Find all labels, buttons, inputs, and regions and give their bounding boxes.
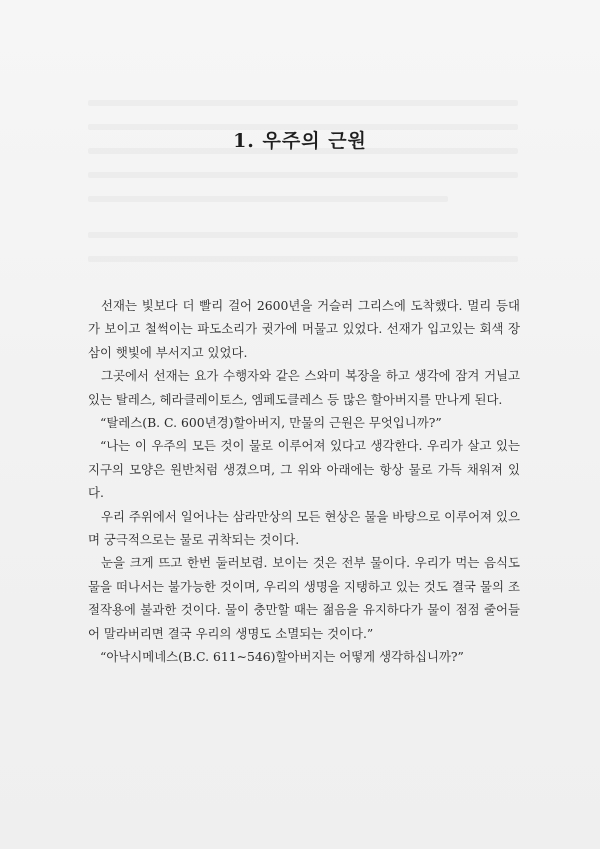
show-through-line bbox=[88, 100, 518, 106]
paragraph: 눈을 크게 뜨고 한번 둘러보렴. 보이는 것은 전부 물이다. 우리가 먹는 음식도 물을 떠나서는 불가능한 것이며, 우리의 생명을 지탱하고 있는 것도 결국 물의 조절작용에 불과한 것이다. 물이 충만할 때는 젊음을 유지하다가 물이 점점 줄어들어 말라버리면 결국 우리의 생명도 소멸되는 것이다.” bbox=[88, 555, 520, 641]
dialogue-line: “아낙시메네스(B.C. 611∼546)할아버지는 어떻게 생각하십니까?” bbox=[100, 649, 464, 665]
body-text bbox=[88, 294, 520, 669]
paragraph: 우리 주위에서 일어나는 삼라만상의 모든 현상은 물을 바탕으로 이루어져 있으며 궁극적으로는 물로 귀착되는 것이다. bbox=[88, 508, 520, 548]
show-through-line bbox=[88, 172, 518, 178]
show-through-line bbox=[88, 232, 518, 238]
show-through-line bbox=[88, 256, 518, 262]
chapter-title: 1. 우주의 근원 bbox=[233, 130, 367, 152]
show-through-line bbox=[88, 196, 448, 202]
paragraph: 그곳에서 선재는 요가 수행자와 같은 스와미 복장을 하고 생각에 잠겨 거닐고 있는 탈레스, 헤라클레이토스, 엠페도클레스 등 많은 할아버지를 만나게 된다. bbox=[88, 368, 520, 407]
dialogue-line: “탈레스(B. C. 600년경)할아버지, 만물의 근원은 무엇입니까?” bbox=[100, 415, 442, 431]
dialogue-line: “나는 이 우주의 모든 것이 물로 이루어져 있다고 생각한다. 우리가 살고 있는 지구의 모양은 원반처럼 생겼으며, 그 위와 아래에는 항상 물로 가득 채워져 있다. bbox=[88, 438, 520, 501]
paragraph: 선재는 빛보다 더 빨리 걸어 2600년을 거슬러 그리스에 도착했다. 멀리 등대가 보이고 철썩이는 파도소리가 귓가에 머물고 있었다. 선재가 입고있는 회색 장삼이 햇빛에 부서지고 있었다. bbox=[88, 298, 520, 360]
